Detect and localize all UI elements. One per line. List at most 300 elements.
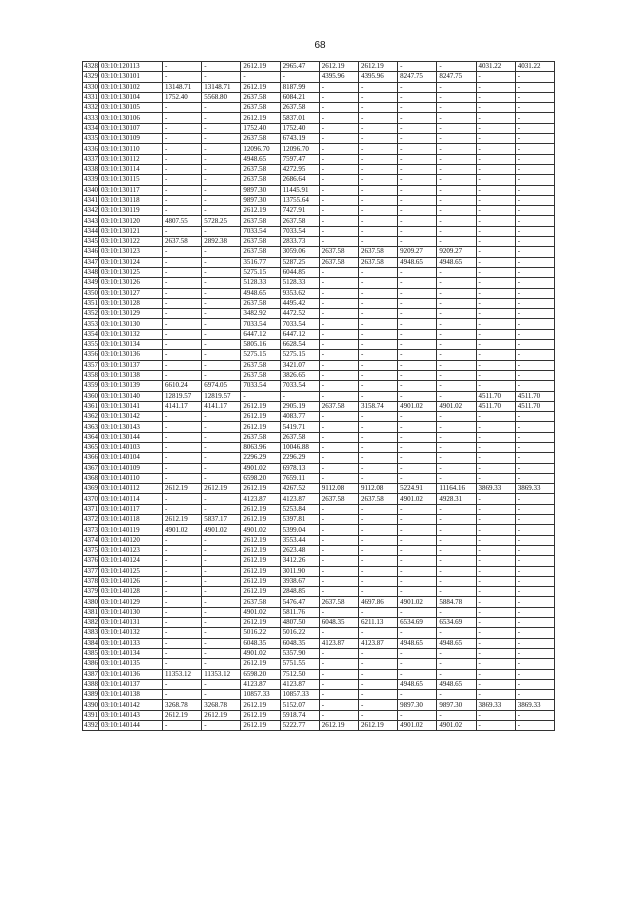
row-index-cell: 4378 — [84, 576, 98, 585]
value-cell: - — [319, 370, 358, 380]
value-cell: - — [437, 154, 476, 164]
value-cell: - — [398, 154, 437, 164]
row-index-cell: 4366 — [84, 453, 98, 462]
value-cell: 2892.38 — [202, 237, 241, 247]
value-cell: - — [476, 175, 515, 185]
value-cell: - — [319, 267, 358, 277]
value-cell: 5419.71 — [280, 422, 319, 432]
code-cell: 03:10:140131 — [99, 618, 163, 628]
value-cell: 11164.16 — [437, 484, 476, 494]
value-cell: 5016.22 — [241, 628, 280, 638]
table-row — [83, 267, 555, 277]
value-cell: - — [358, 340, 397, 350]
value-cell: - — [398, 607, 437, 617]
value-cell: - — [319, 525, 358, 535]
code-cell: 03:10:130132 — [99, 329, 163, 339]
code-cell: 03:10:140125 — [99, 566, 163, 576]
table-row — [83, 679, 555, 689]
code-cell: 03:10:140109 — [99, 463, 163, 473]
table-row — [83, 618, 555, 628]
row-index-cell: 4341 — [84, 196, 98, 204]
value-cell: - — [163, 164, 202, 174]
value-cell: 2637.58 — [241, 216, 280, 226]
value-cell: - — [398, 216, 437, 226]
value-cell: - — [202, 576, 241, 586]
row-index-cell: 4362 — [84, 412, 98, 421]
code-cell: 03:10:140120 — [99, 535, 163, 545]
value-cell: - — [398, 113, 437, 123]
value-cell: 2612.19 — [163, 484, 202, 494]
value-cell: - — [437, 535, 476, 545]
value-cell: - — [437, 628, 476, 638]
value-cell: 2612.19 — [241, 62, 280, 72]
value-cell: - — [163, 154, 202, 164]
table-row — [83, 154, 555, 164]
value-cell: - — [437, 659, 476, 669]
value-cell: - — [358, 206, 397, 216]
row-index-cell: 4346 — [84, 247, 98, 256]
value-cell: 7427.91 — [280, 206, 319, 216]
value-cell: 5275.15 — [241, 350, 280, 360]
value-cell: - — [358, 278, 397, 288]
value-cell: 2637.58 — [241, 360, 280, 370]
value-cell: - — [202, 453, 241, 463]
table-row — [83, 587, 555, 597]
value-cell: 4495.42 — [280, 298, 319, 308]
value-cell: - — [476, 669, 515, 679]
code-cell: 03:10:140138 — [99, 690, 163, 700]
value-cell: - — [515, 545, 554, 555]
value-cell: - — [515, 350, 554, 360]
value-cell: 5253.84 — [280, 504, 319, 514]
row-index-cell: 4392 — [84, 721, 98, 730]
value-cell: - — [202, 690, 241, 700]
row-index-cell: 4368 — [84, 474, 98, 483]
value-cell: 9897.30 — [241, 185, 280, 195]
value-cell: - — [163, 690, 202, 700]
value-cell: - — [319, 309, 358, 319]
value-cell: - — [163, 298, 202, 308]
row-index-cell: 4345 — [84, 237, 98, 246]
value-cell: 6048.35 — [241, 638, 280, 648]
value-cell: - — [163, 350, 202, 360]
row-index-cell: 4335 — [84, 134, 98, 143]
value-cell: - — [319, 391, 358, 401]
value-cell: 2612.19 — [241, 587, 280, 597]
code-cell: 03:10:140144 — [99, 721, 163, 731]
value-cell: 2637.58 — [241, 298, 280, 308]
value-cell: 3516.77 — [241, 257, 280, 267]
table-row — [83, 628, 555, 638]
table-row — [83, 504, 555, 514]
value-cell: 2612.19 — [358, 62, 397, 72]
value-cell: 4928.31 — [437, 494, 476, 504]
value-cell: - — [476, 638, 515, 648]
value-cell: - — [358, 391, 397, 401]
value-cell: - — [398, 360, 437, 370]
value-cell: - — [358, 463, 397, 473]
value-cell: 4901.02 — [241, 607, 280, 617]
value-cell: - — [437, 690, 476, 700]
value-cell: - — [163, 309, 202, 319]
value-cell: - — [163, 659, 202, 669]
value-cell: - — [319, 195, 358, 205]
value-cell: - — [319, 566, 358, 576]
value-cell: - — [437, 319, 476, 329]
row-index-cell: 4390 — [84, 700, 98, 709]
value-cell: - — [202, 504, 241, 514]
value-cell: 2637.58 — [241, 432, 280, 442]
table-row — [83, 700, 555, 710]
value-cell: - — [476, 587, 515, 597]
table-row — [83, 669, 555, 679]
value-cell: - — [202, 659, 241, 669]
value-cell: 2612.19 — [241, 422, 280, 432]
table-row — [83, 185, 555, 195]
value-cell: - — [163, 103, 202, 113]
value-cell: 3826.65 — [280, 370, 319, 380]
row-index-cell: 4374 — [84, 535, 98, 544]
row-index-cell: 4348 — [84, 268, 98, 277]
value-cell: - — [476, 597, 515, 607]
table-row — [83, 309, 555, 319]
table-row — [83, 175, 555, 185]
value-cell: 2637.58 — [280, 216, 319, 226]
value-cell: - — [476, 340, 515, 350]
value-cell: - — [437, 669, 476, 679]
value-cell: - — [476, 288, 515, 298]
value-cell: - — [437, 350, 476, 360]
value-cell: - — [398, 473, 437, 483]
row-index-cell: 4333 — [84, 113, 98, 122]
value-cell: - — [163, 206, 202, 216]
value-cell: - — [437, 587, 476, 597]
value-cell: 12819.57 — [163, 391, 202, 401]
value-cell: 2612.19 — [241, 535, 280, 545]
value-cell: 6211.13 — [358, 618, 397, 628]
value-cell: - — [358, 628, 397, 638]
value-cell: - — [476, 237, 515, 247]
value-cell: - — [476, 195, 515, 205]
value-cell: - — [515, 113, 554, 123]
code-cell: 03:10:140130 — [99, 607, 163, 617]
value-cell: - — [202, 545, 241, 555]
value-cell: - — [358, 679, 397, 689]
value-cell: 2612.19 — [241, 710, 280, 720]
row-index-cell: 4351 — [84, 298, 98, 307]
value-cell: - — [437, 473, 476, 483]
value-cell: - — [437, 278, 476, 288]
value-cell: 2612.19 — [241, 700, 280, 710]
value-cell: - — [515, 648, 554, 658]
table-row — [83, 247, 555, 257]
value-cell: 4901.02 — [437, 401, 476, 411]
value-cell: - — [398, 432, 437, 442]
value-cell: - — [476, 309, 515, 319]
value-cell: 2612.19 — [241, 618, 280, 628]
value-cell: 5728.25 — [202, 216, 241, 226]
value-cell: - — [437, 370, 476, 380]
value-cell: 13755.64 — [280, 195, 319, 205]
value-cell: - — [515, 247, 554, 257]
value-cell: - — [437, 329, 476, 339]
value-cell: - — [398, 185, 437, 195]
value-cell: 5275.15 — [241, 267, 280, 277]
row-index-cell: 4355 — [84, 340, 98, 349]
value-cell: - — [398, 442, 437, 452]
value-cell: - — [358, 566, 397, 576]
value-cell: 2296.29 — [241, 453, 280, 463]
value-cell: 2637.58 — [241, 103, 280, 113]
value-cell: - — [515, 618, 554, 628]
value-cell: - — [476, 504, 515, 514]
value-cell: - — [515, 298, 554, 308]
table-row — [83, 257, 555, 267]
value-cell: 6598.20 — [241, 473, 280, 483]
value-cell: - — [202, 195, 241, 205]
value-cell: - — [398, 535, 437, 545]
code-cell: 03:10:130128 — [99, 298, 163, 308]
table-row — [83, 401, 555, 411]
table-row — [83, 710, 555, 720]
value-cell: - — [358, 710, 397, 720]
value-cell: - — [476, 92, 515, 102]
value-cell: - — [202, 144, 241, 154]
value-cell: 13148.71 — [163, 82, 202, 92]
value-cell: - — [163, 545, 202, 555]
row-index-cell: 4383 — [84, 628, 98, 637]
value-cell: 2686.64 — [280, 175, 319, 185]
value-cell: - — [358, 545, 397, 555]
value-cell: - — [515, 422, 554, 432]
value-cell: - — [163, 288, 202, 298]
row-index-cell: 4364 — [84, 432, 98, 441]
table-row — [83, 237, 555, 247]
value-cell: - — [202, 175, 241, 185]
value-cell: - — [163, 278, 202, 288]
row-index-cell: 4339 — [84, 175, 98, 184]
value-cell: 5837.01 — [280, 113, 319, 123]
table-row — [83, 298, 555, 308]
value-cell: 2612.19 — [241, 515, 280, 525]
table-row — [83, 195, 555, 205]
row-index-cell: 4365 — [84, 443, 98, 452]
row-index-cell: 4338 — [84, 165, 98, 174]
value-cell: 4123.87 — [241, 679, 280, 689]
value-cell: - — [358, 381, 397, 391]
value-cell: - — [358, 422, 397, 432]
value-cell: - — [437, 453, 476, 463]
value-cell: 2637.58 — [358, 257, 397, 267]
value-cell: - — [398, 710, 437, 720]
value-cell: - — [476, 576, 515, 586]
value-cell: - — [319, 412, 358, 422]
code-cell: 03:10:130127 — [99, 288, 163, 298]
value-cell: - — [202, 648, 241, 658]
data-table — [82, 61, 555, 731]
value-cell: - — [515, 278, 554, 288]
code-cell: 03:10:140124 — [99, 556, 163, 566]
value-cell: - — [515, 144, 554, 154]
value-cell: - — [163, 412, 202, 422]
code-cell: 03:10:140142 — [99, 700, 163, 710]
value-cell: 4123.87 — [358, 638, 397, 648]
value-cell: - — [319, 216, 358, 226]
value-cell: 6084.21 — [280, 92, 319, 102]
code-cell: 03:10:130144 — [99, 432, 163, 442]
value-cell: 10857.33 — [241, 690, 280, 700]
value-cell: - — [319, 134, 358, 144]
value-cell: - — [358, 453, 397, 463]
value-cell: - — [163, 226, 202, 236]
value-cell: - — [515, 360, 554, 370]
table-body — [83, 62, 555, 731]
value-cell: 9897.30 — [437, 700, 476, 710]
value-cell: - — [202, 412, 241, 422]
value-cell: 2612.19 — [241, 659, 280, 669]
table-row — [83, 494, 555, 504]
table-row — [83, 597, 555, 607]
value-cell: - — [241, 391, 280, 401]
value-cell: 5357.90 — [280, 648, 319, 658]
code-cell: 03:10:130114 — [99, 164, 163, 174]
value-cell: 2612.19 — [241, 412, 280, 422]
value-cell: - — [437, 545, 476, 555]
value-cell: - — [476, 154, 515, 164]
value-cell: - — [319, 103, 358, 113]
value-cell: 11353.12 — [202, 669, 241, 679]
row-index-cell: 4357 — [84, 360, 98, 369]
table-row — [83, 278, 555, 288]
value-cell: - — [437, 113, 476, 123]
value-cell: - — [476, 442, 515, 452]
value-cell: - — [241, 72, 280, 82]
table-row — [83, 659, 555, 669]
value-cell: 9209.27 — [437, 247, 476, 257]
row-index-cell: 4380 — [84, 597, 98, 606]
value-cell: 5224.91 — [398, 484, 437, 494]
value-cell: - — [358, 82, 397, 92]
table-row — [83, 164, 555, 174]
value-cell: - — [358, 267, 397, 277]
value-cell: - — [163, 267, 202, 277]
table-row — [83, 412, 555, 422]
value-cell: - — [202, 566, 241, 576]
value-cell: - — [163, 134, 202, 144]
value-cell: - — [476, 412, 515, 422]
value-cell: - — [515, 659, 554, 669]
code-cell: 03:10:140103 — [99, 442, 163, 452]
value-cell: 4948.65 — [437, 257, 476, 267]
value-cell: 3059.06 — [280, 247, 319, 257]
value-cell: - — [437, 298, 476, 308]
table-row — [83, 607, 555, 617]
value-cell: 5128.33 — [241, 278, 280, 288]
value-cell: - — [163, 535, 202, 545]
value-cell: - — [437, 134, 476, 144]
row-index-cell: 4388 — [84, 679, 98, 688]
value-cell: - — [358, 525, 397, 535]
value-cell: - — [476, 566, 515, 576]
value-cell: 11353.12 — [163, 669, 202, 679]
code-cell: 03:10:130106 — [99, 113, 163, 123]
value-cell: - — [515, 628, 554, 638]
value-cell: - — [319, 82, 358, 92]
row-index-cell: 4336 — [84, 144, 98, 153]
table-row — [83, 340, 555, 350]
code-cell: 03:10:130129 — [99, 309, 163, 319]
value-cell: 6048.35 — [280, 638, 319, 648]
value-cell: - — [163, 587, 202, 597]
row-index-cell: 4342 — [84, 206, 98, 215]
code-cell: 03:10:130107 — [99, 123, 163, 133]
value-cell: 2905.19 — [280, 401, 319, 411]
value-cell: - — [202, 278, 241, 288]
row-index-cell: 4344 — [84, 226, 98, 235]
row-index-cell: 4379 — [84, 587, 98, 596]
value-cell: - — [398, 350, 437, 360]
value-cell: - — [437, 175, 476, 185]
value-cell: - — [515, 453, 554, 463]
value-cell: 4807.50 — [280, 618, 319, 628]
value-cell: - — [476, 659, 515, 669]
row-index-cell: 4361 — [84, 401, 98, 410]
value-cell: 4697.86 — [358, 597, 397, 607]
code-cell: 03:10:140143 — [99, 710, 163, 720]
table-row — [83, 545, 555, 555]
table-row — [83, 72, 555, 82]
value-cell: - — [202, 473, 241, 483]
row-index-cell: 4328 — [84, 62, 98, 71]
value-cell: - — [515, 175, 554, 185]
code-cell: 03:10:130101 — [99, 72, 163, 82]
table-row — [83, 360, 555, 370]
value-cell: - — [358, 92, 397, 102]
value-cell: - — [202, 370, 241, 380]
value-cell: - — [319, 679, 358, 689]
value-cell: - — [476, 82, 515, 92]
value-cell: - — [202, 628, 241, 638]
value-cell: - — [515, 556, 554, 566]
value-cell: - — [398, 237, 437, 247]
value-cell: - — [202, 556, 241, 566]
value-cell: - — [358, 370, 397, 380]
value-cell: - — [398, 175, 437, 185]
value-cell: - — [437, 710, 476, 720]
value-cell: - — [319, 381, 358, 391]
table-row — [83, 432, 555, 442]
value-cell: - — [398, 525, 437, 535]
value-cell: 2965.47 — [280, 62, 319, 72]
value-cell: 2637.58 — [241, 370, 280, 380]
value-cell: 4901.02 — [241, 525, 280, 535]
value-cell: 5397.81 — [280, 515, 319, 525]
value-cell: - — [358, 175, 397, 185]
value-cell: - — [163, 473, 202, 483]
code-cell: 03:10:130140 — [99, 391, 163, 401]
value-cell: - — [398, 298, 437, 308]
value-cell: - — [437, 463, 476, 473]
value-cell: 7033.54 — [280, 381, 319, 391]
value-cell: 5751.55 — [280, 659, 319, 669]
value-cell: - — [319, 669, 358, 679]
value-cell: - — [319, 607, 358, 617]
value-cell: 2637.58 — [358, 494, 397, 504]
value-cell: - — [476, 72, 515, 82]
value-cell: - — [398, 628, 437, 638]
value-cell: - — [202, 288, 241, 298]
value-cell: - — [398, 463, 437, 473]
